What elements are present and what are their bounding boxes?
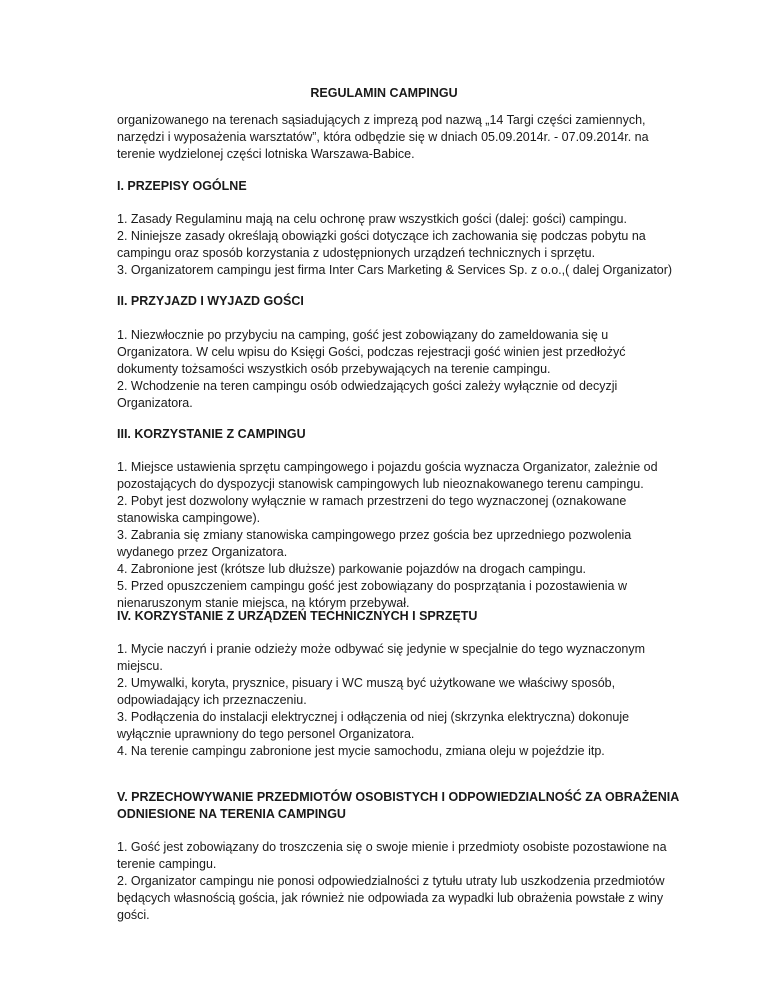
section-3-line: 4. Zabronione jest (krótsze lub dłuższe) parkowanie pojazdów na drogach campingu.: [117, 562, 587, 576]
section-2-line: dokumenty tożsamości wszystkich osób przebywających na terenie campingu.: [117, 362, 551, 376]
section-3-line: pozostających do dyspozycji stanowisk campingowych lub nieoznakowanego terenu campingu.: [117, 477, 644, 491]
section-3-line: stanowiska campingowe).: [117, 511, 261, 525]
section-5-line: 1. Gość jest zobowiązany do troszczenia się o swoje mienie i przedmioty osobiste pozostawione na: [117, 840, 667, 854]
section-4-line: 1. Mycie naczyń i pranie odzieży może odbywać się jedynie w specjalnie do tego wyznaczonym: [117, 642, 646, 656]
section-4-line: 4. Na terenie campingu zabronione jest mycie samochodu, zmiana oleju w pojeździe itp.: [117, 744, 605, 758]
section-3-body: [117, 459, 677, 612]
intro-paragraph: [117, 112, 677, 163]
section-5-line: 2. Organizator campingu nie ponosi odpowiedzialności z tytułu utraty lub uszkodzenia przedmiotów: [117, 874, 665, 888]
section-4-line: wyłącznie uprawniony do tego personel Organizatora.: [117, 727, 415, 741]
intro-line: organizowanego na terenach sąsiadujących z imprezą pod nazwą „14 Targi części zamiennych,: [117, 113, 646, 127]
section-3-line: 5. Przed opuszczeniem campingu gość jest zobowiązany do posprzątania i pozostawienia w: [117, 579, 628, 593]
section-3-line: 2. Pobyt jest dozwolony wyłącznie w ramach przestrzeni do tego wyznaczonej (oznakowane: [117, 494, 627, 508]
section-1-line: 3. Organizatorem campingu jest firma Inter Cars Marketing & Services Sp. z o.o.,( dalej Organizator): [117, 263, 673, 277]
section-5-line: gości.: [117, 908, 150, 922]
section-3-line: 1. Miejsce ustawienia sprzętu campingowego i pojazdu gościa wyznacza Organizator, zależnie od: [117, 460, 658, 474]
section-2-line: Organizatora. W celu wpisu do Księgi Gości, podczas rejestracji gość winien jest przedłożyć: [117, 345, 626, 359]
section-1-line: 1. Zasady Regulaminu mają na celu ochronę praw wszystkich gości (dalej: gości) campingu.: [117, 212, 627, 226]
section-4-line: 3. Podłączenia do instalacji elektrycznej i odłączenia od niej (skrzynka elektryczna) dokonuje: [117, 710, 630, 724]
section-5-line: terenie campingu.: [117, 857, 217, 871]
section-2-line: 1. Niezwłocznie po przybyciu na camping, gość jest zobowiązany do zameldowania się u: [117, 328, 609, 342]
document-title: REGULAMIN CAMPINGU: [310, 86, 458, 100]
section-4-line: 2. Umywalki, koryta, prysznice, pisuary i WC muszą być użytkowane we właściwy sposób,: [117, 676, 616, 690]
section-1-heading: I. PRZEPISY OGÓLNE: [117, 179, 247, 193]
section-2-heading: II. PRZYJAZD I WYJAZD GOŚCI: [117, 294, 304, 308]
section-1-line: campingu oraz sposób korzystania z udostępnionych urządzeń technicznych i sprzętu.: [117, 246, 596, 260]
intro-line: narzędzi i wyposażenia warsztatów”, która odbędzie się w dniach 05.09.2014r. - 07.09.2014r. na: [117, 130, 649, 144]
section-3-line: wydanego przez Organizatora.: [117, 545, 288, 559]
section-5-heading: [117, 789, 680, 823]
section-5-heading-line: ODNIESIONE NA TERENIA CAMPINGU: [117, 807, 346, 821]
section-4-line: miejscu.: [117, 659, 163, 673]
section-2-line: Organizatora.: [117, 396, 193, 410]
section-5-heading-line: V. PRZECHOWYWANIE PRZEDMIOTÓW OSOBISTYCH I ODPOWIEDZIALNOŚĆ ZA OBRAŻENIA: [117, 790, 680, 804]
intro-line: terenie wydzielonej części lotniska Warszawa-Babice.: [117, 147, 415, 161]
section-1-body: [117, 211, 677, 279]
section-5-body: [117, 839, 677, 924]
section-2-line: 2. Wchodzenie na teren campingu osób odwiedzających gości zależy wyłącznie od decyzji: [117, 379, 618, 393]
section-4-heading: IV. KORZYSTANIE Z URZĄDZEŃ TECHNICZNYCH I SPRZĘTU: [117, 609, 478, 623]
section-1-line: 2. Niniejsze zasady określają obowiązki gości dotyczące ich zachowania się podczas pobytu na: [117, 229, 646, 243]
section-5-line: będących własnością gościa, jak również nie odpowiada za wypadki lub obrażenia powstałe z winy: [117, 891, 664, 905]
section-4-body: [117, 641, 677, 760]
section-4-line: odpowiadający ich przeznaczeniu.: [117, 693, 307, 707]
section-3-heading: III. KORZYSTANIE Z CAMPINGU: [117, 427, 306, 441]
section-3-line: 3. Zabrania się zmiany stanowiska campingowego przez gościa bez uprzedniego pozwolenia: [117, 528, 632, 542]
section-2-body: [117, 327, 677, 412]
section-3-line: nienaruszonym stanie miejsca, na którym przebywał.: [117, 596, 410, 610]
